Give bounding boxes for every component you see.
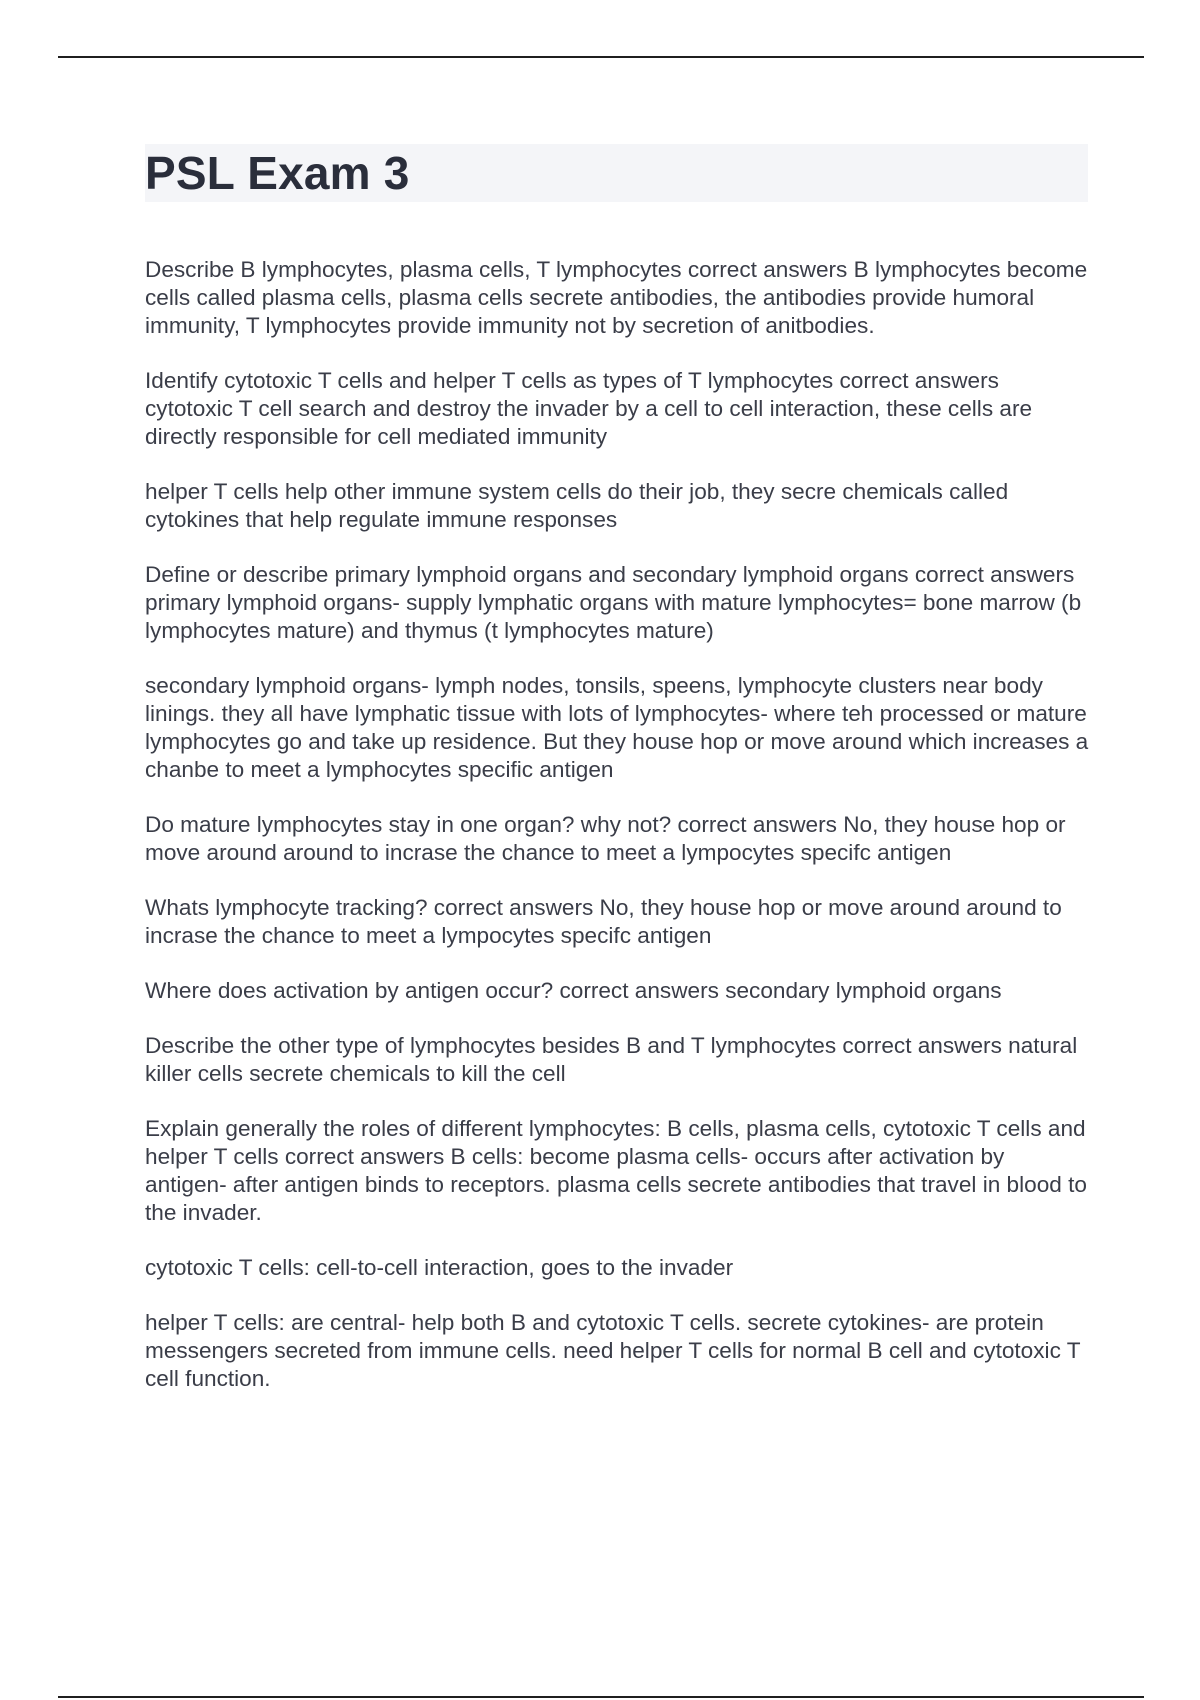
qa-paragraph: helper T cells help other immune system cells do their job, they secre chemicals called cytokines that help regulate immune responses bbox=[145, 479, 1009, 532]
top-divider bbox=[58, 56, 1144, 58]
page-title: PSL Exam 3 bbox=[145, 147, 410, 199]
document-body bbox=[145, 256, 1090, 1420]
qa-paragraph: helper T cells: are central- help both B and cytotoxic T cells. secrete cytokines- are protein messengers secreted from immune cells. need helper T cells for normal B cell and cytotoxic T cell function. bbox=[145, 1310, 1081, 1391]
bottom-divider bbox=[58, 1696, 1144, 1698]
qa-paragraph: Identify cytotoxic T cells and helper T cells as types of T lymphocytes correct answers cytotoxic T cell search and destroy the invader by a cell to cell interaction, these cells are directly responsible for cell mediated immunity bbox=[145, 368, 1033, 449]
qa-paragraph: Describe B lymphocytes, plasma cells, T lymphocytes correct answers B lymphocytes become cells called plasma cells, plasma cells secrete antibodies, the antibodies provide humoral immunity, T lymphocytes provide immunity not by secretion of anitbodies. bbox=[145, 257, 1088, 338]
qa-paragraph: Define or describe primary lymphoid organs and secondary lymphoid organs correct answers primary lymphoid organs- supply lymphatic organs with mature lymphocytes= bone marrow (b lymphocytes mature) and thymus (t lymphocytes mature) bbox=[145, 562, 1082, 643]
qa-paragraph: Whats lymphocyte tracking? correct answers No, they house hop or move around around to incrase the chance to meet a lympocytes specifc antigen bbox=[145, 895, 1062, 948]
qa-paragraph: cytotoxic T cells: cell-to-cell interaction, goes to the invader bbox=[145, 1255, 734, 1280]
qa-paragraph: Where does activation by antigen occur? correct answers secondary lymphoid organs bbox=[145, 978, 1002, 1003]
qa-paragraph: Do mature lymphocytes stay in one organ? why not? correct answers No, they house hop or move around around to incrase the chance to meet a lympocytes specifc antigen bbox=[145, 812, 1066, 865]
qa-paragraph: Explain generally the roles of different lymphocytes: B cells, plasma cells, cytotoxic T cells and helper T cells correct answers B cells: become plasma cells- occurs after activation by antigen- after antigen binds to receptors. plasma cells secrete antibodies that travel in blood to the invader. bbox=[145, 1116, 1087, 1225]
qa-paragraph: Describe the other type of lymphocytes besides B and T lymphocytes correct answers natural killer cells secrete chemicals to kill the cell bbox=[145, 1033, 1078, 1086]
qa-paragraph: secondary lymphoid organs- lymph nodes, tonsils, speens, lymphocyte clusters near body linings. they all have lymphatic tissue with lots of lymphocytes- where teh processed or mature lymphocytes go and take up residence. But they house hop or move around which increases a chanbe to meet a lymphocytes specific antigen bbox=[145, 673, 1089, 782]
